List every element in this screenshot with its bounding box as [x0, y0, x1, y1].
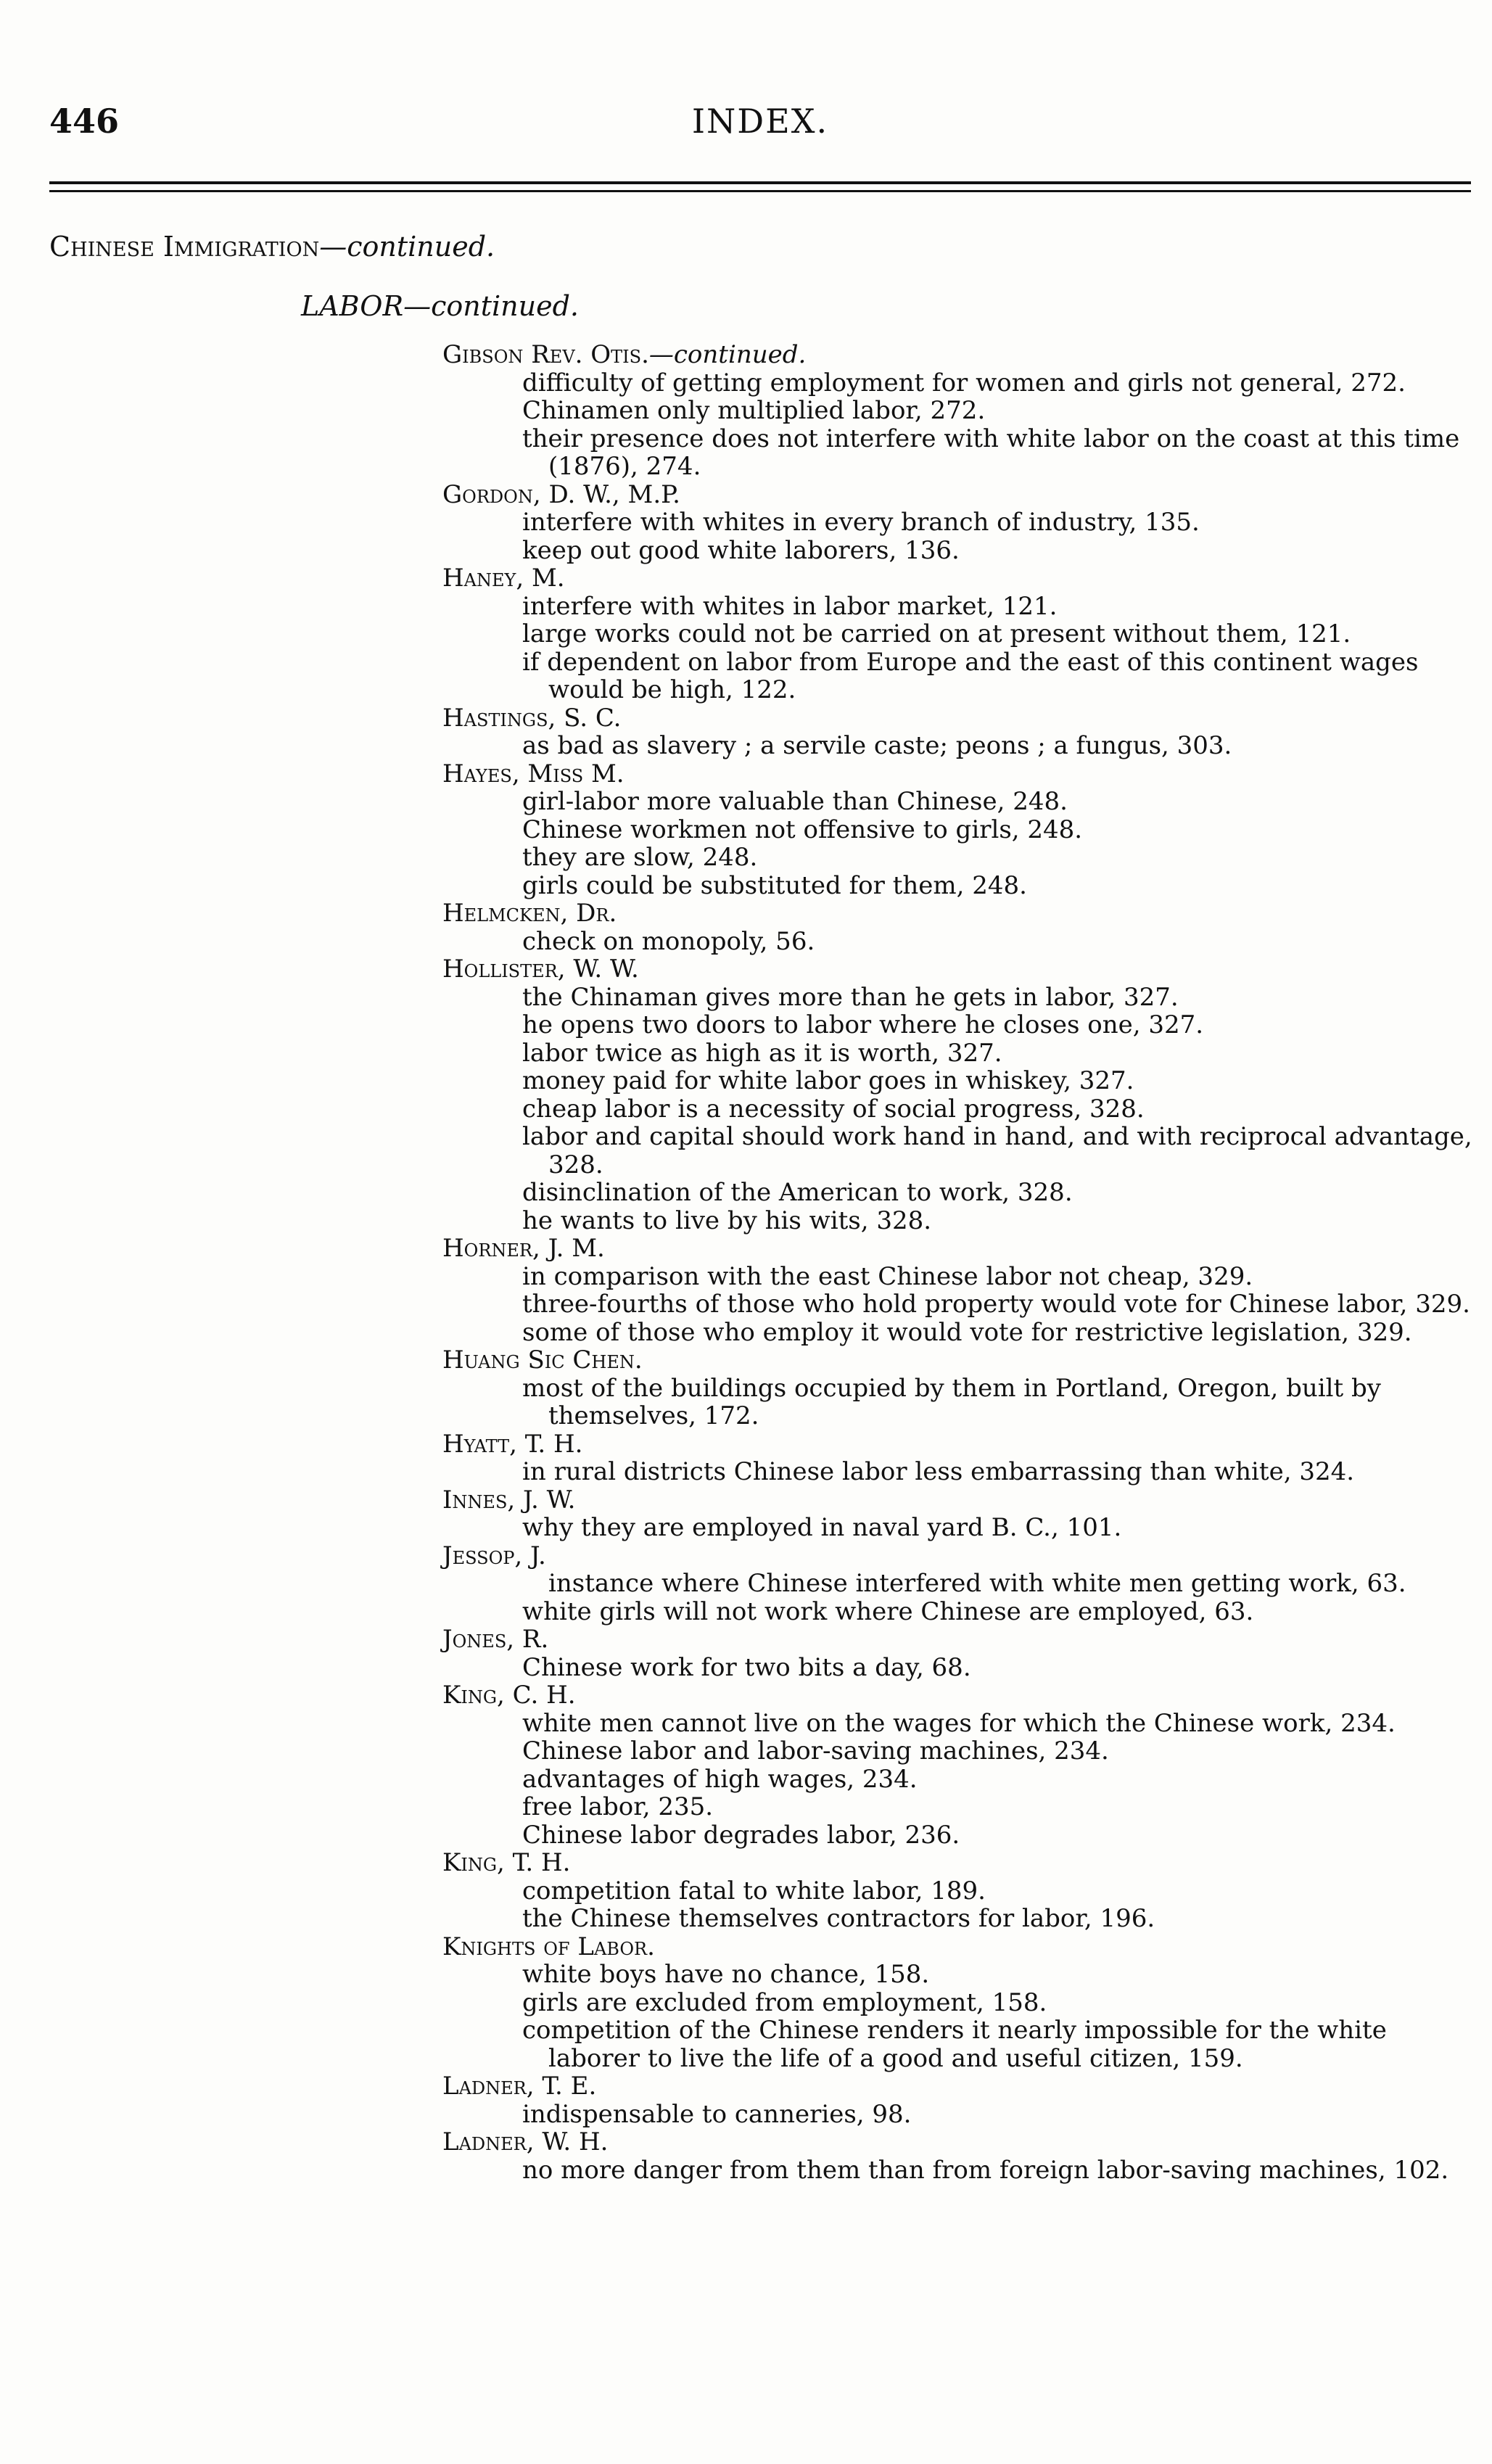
index-subentry: most of the buildings occupied by them in Portland, Oregon, built by themselves, 172. — [522, 1373, 1381, 1430]
index-subentry: Chinese work for two bits a day, 68. — [522, 1652, 971, 1682]
index-subentry: some of those who employ it would vote for restrictive legislation, 329. — [522, 1317, 1412, 1347]
entry-name-text: Ladner, W. H. — [442, 2127, 609, 2156]
index-subentry: Chinese workmen not offensive to girls, 248. — [522, 815, 1083, 844]
index-entry-name — [442, 2128, 1472, 2156]
entry-name-text: Jessop, J. — [442, 1541, 546, 1570]
index-subentry: labor twice as high as it is worth, 327. — [522, 1038, 1002, 1068]
index-subentry: in comparison with the east Chinese labor not cheap, 329. — [522, 1261, 1253, 1291]
index-subentry: Chinese labor degrades labor, 236. — [522, 1820, 960, 1850]
index-entry-name — [442, 1430, 1472, 1459]
index-entries — [442, 341, 1472, 2184]
index-entry-name — [442, 760, 1472, 788]
index-subentry: large works could not be carried on at present without them, 121. — [522, 619, 1351, 648]
index-subentry: interfere with whites in labor market, 121. — [522, 591, 1058, 621]
index-subentry: difficulty of getting employment for women and girls not general, 272. — [522, 368, 1406, 397]
entry-name-text: Hollister, W. W. — [442, 955, 639, 984]
index-subentry: why they are employed in naval yard B. C., 101. — [522, 1513, 1122, 1542]
header-rule-thin — [49, 190, 1471, 192]
entry-name-text: Hyatt, T. H. — [442, 1429, 583, 1459]
section-heading-suffix: —continued. — [319, 231, 495, 263]
entry-name-text: Hastings, S. C. — [442, 703, 622, 733]
entry-name-text: Gibson Rev. Otis. — [442, 340, 649, 369]
section-heading-main: Chinese Immigration — [49, 231, 320, 263]
section-heading — [49, 231, 495, 263]
index-entry-name — [442, 1346, 1472, 1375]
entry-name-text: Gordon, D. W., M.P. — [442, 479, 680, 509]
index-subentry: instance where Chinese interfered with white men getting work, 63. — [548, 1569, 1406, 1598]
index-entry-name — [442, 481, 1472, 509]
running-head: INDEX. — [691, 102, 829, 141]
entry-name-text: Hayes, Miss M. — [442, 759, 625, 788]
entry-name-text: Innes, J. W. — [442, 1485, 576, 1515]
index-subentry: they are slow, 248. — [522, 843, 758, 872]
index-entry-name — [442, 1626, 1472, 1654]
entry-name-text: Horner, J. M. — [442, 1234, 605, 1263]
index-entry-name — [442, 341, 1472, 369]
page-number: 446 — [49, 102, 120, 141]
entry-name-text: King, T. H. — [442, 1848, 571, 1877]
index-subentry: the Chinese themselves contractors for labor, 196. — [522, 1904, 1155, 1933]
index-entry-name — [442, 955, 1472, 984]
index-entry-name — [442, 2072, 1472, 2101]
index-entry-name — [442, 1486, 1472, 1515]
entry-name-text: Ladner, T. E. — [442, 2072, 597, 2101]
index-subentry: he opens two doors to labor where he closes one, 327. — [522, 1010, 1204, 1039]
index-subentry: competition fatal to white labor, 189. — [522, 1876, 986, 1905]
index-subentry: if dependent on labor from Europe and the east of this continent wages would be high, 122. — [522, 647, 1419, 704]
index-subentry: Chinamen only multiplied labor, 272. — [522, 396, 986, 425]
index-entry-name — [442, 704, 1472, 733]
index-subentry: no more danger from them than from foreign labor-saving machines, 102. — [522, 2155, 1449, 2185]
index-subentry: three-fourths of those who hold property would vote for Chinese labor, 329. — [522, 1290, 1470, 1319]
index-subentry: the Chinaman gives more than he gets in labor, 327. — [522, 982, 1179, 1012]
index-subentry: as bad as slavery ; a servile caste; peons ; a fungus, 303. — [522, 731, 1232, 760]
index-entry-name — [442, 1933, 1472, 1961]
index-subentry: in rural districts Chinese labor less embarrassing than white, 324. — [522, 1457, 1355, 1486]
index-subentry: interfere with whites in every branch of industry, 135. — [522, 508, 1200, 537]
entry-name-text: Knights of Labor. — [442, 1932, 655, 1961]
header-rule-thick — [49, 181, 1471, 184]
index-subentry: cheap labor is a necessity of social progress, 328. — [522, 1094, 1145, 1124]
index-subentry: white boys have no chance, 158. — [522, 1960, 930, 1989]
index-subentry: Chinese labor and labor-saving machines, 234. — [522, 1736, 1109, 1765]
index-subentry: girl-labor more valuable than Chinese, 248. — [522, 787, 1068, 816]
index-subentry: their presence does not interfere with white labor on the coast at this time (1876), 274. — [522, 424, 1460, 481]
index-entry-name — [442, 1849, 1472, 1877]
index-subentry: keep out good white laborers, 136. — [522, 535, 960, 565]
subsection-heading: LABOR—continued. — [301, 290, 579, 322]
page-header — [49, 102, 1471, 145]
entry-name-text: Helmcken, Dr. — [442, 899, 617, 928]
index-subentry: indispensable to canneries, 98. — [522, 2099, 912, 2129]
entry-name-text: Jones, R. — [442, 1625, 549, 1654]
index-subentry: money paid for white labor goes in whiskey, 327. — [522, 1066, 1134, 1095]
index-entry-name — [442, 899, 1472, 928]
index-subentry: girls could be substituted for them, 248. — [522, 870, 1027, 900]
index-subentry: free labor, 235. — [522, 1792, 714, 1821]
index-subentry: he wants to live by his wits, 328. — [522, 1206, 932, 1235]
entry-name-suffix: —continued. — [648, 340, 807, 369]
index-subentry: white girls will not work where Chinese are employed, 63. — [522, 1596, 1254, 1626]
index-subentry: competition of the Chinese renders it nearly impossible for the white laborer to live the life of a good and useful citizen, 159. — [522, 2016, 1387, 2073]
index-entry-name — [442, 1235, 1472, 1263]
entry-name-text: Haney, M. — [442, 564, 565, 593]
index-subentry: disinclination of the American to work, 328. — [522, 1178, 1073, 1207]
entry-name-text: Huang Sic Chen. — [442, 1346, 643, 1375]
index-entry-name — [442, 564, 1472, 593]
index-subentry: check on monopoly, 56. — [522, 926, 815, 956]
index-entry-name — [442, 1681, 1472, 1710]
index-subentry: labor and capital should work hand in hand, and with reciprocal advantage, 328. — [522, 1122, 1472, 1179]
index-subentry: girls are excluded from employment, 158. — [522, 1987, 1047, 2017]
entry-name-text: King, C. H. — [442, 1681, 576, 1710]
index-entry-name — [442, 1542, 1472, 1570]
index-subentry: white men cannot live on the wages for which the Chinese work, 234. — [522, 1708, 1396, 1738]
index-subentry: advantages of high wages, 234. — [522, 1764, 918, 1794]
